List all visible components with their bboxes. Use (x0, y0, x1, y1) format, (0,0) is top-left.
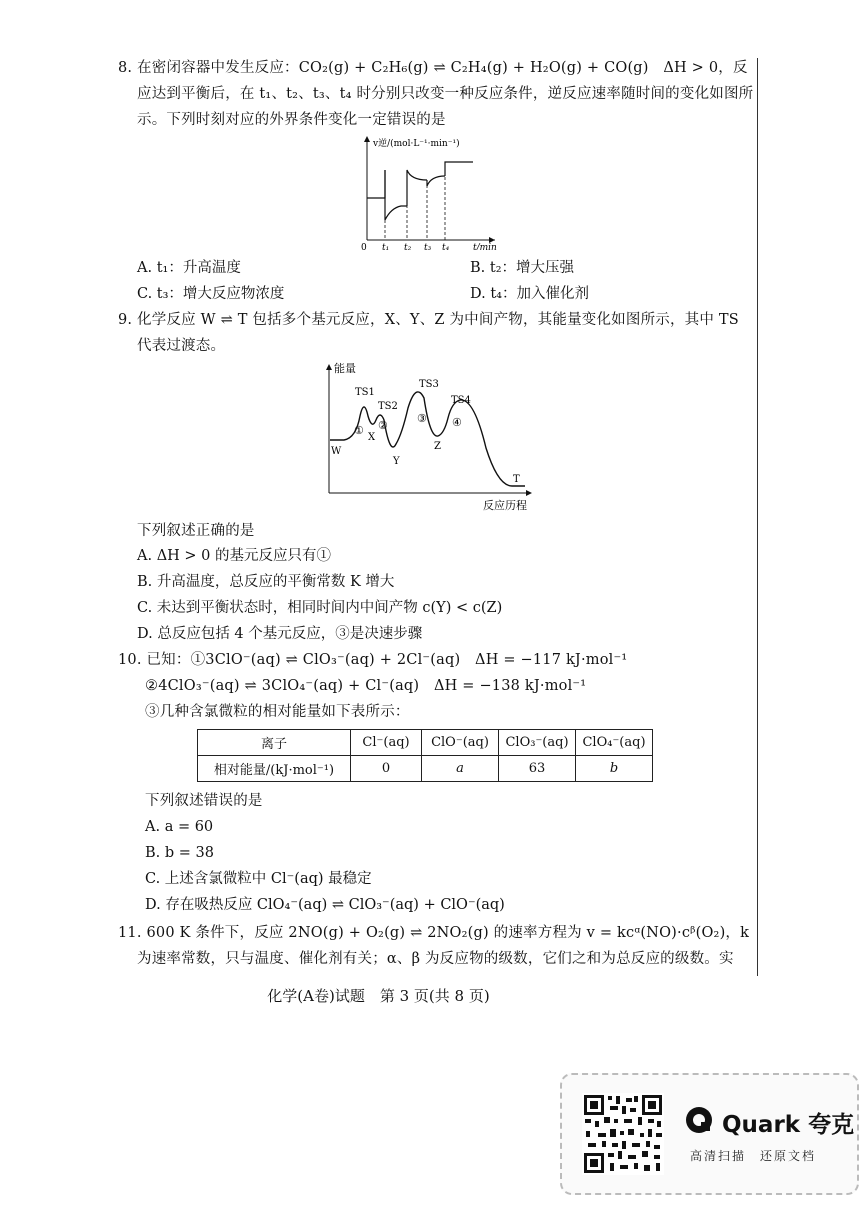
q8-origin: 0 (361, 243, 367, 250)
q9-xlabel: 反应历程 (483, 499, 527, 512)
page-footer: 化学(A卷)试题 第 3 页(共 8 页) (267, 987, 490, 1005)
q10-line1: 10. 已知：①3ClO⁻(aq) ⇌ ClO₃⁻(aq) + 2Cl⁻(aq) ΔH = −117 kJ·mol⁻¹ (118, 652, 628, 668)
q9-label-ts1: TS1 (355, 387, 375, 398)
q8-curve-seg2 (385, 170, 407, 220)
q8-option-b: B. t₂：增大压强 (470, 260, 575, 276)
q10-option-c: C. 上述含氯微粒中 Cl⁻(aq) 最稳定 (145, 871, 372, 887)
q9-line1: 9. 化学反应 W ⇌ T 包括多个基元反应，X、Y、Z 为中间产物，其能量变化如图所示，其中 TS (118, 312, 739, 328)
q10-energy-table (197, 729, 653, 782)
table-row (198, 730, 653, 756)
q9-label-step4: ④ (452, 416, 462, 429)
q11-line1: 11. 600 K 条件下，反应 2NO(g) + O₂(g) ⇌ 2NO₂(g) 的速率方程为 v = kcᵅ(NO)·cᵝ(O₂)，k (118, 925, 750, 941)
q8-tick-t4: t₄ (442, 243, 450, 250)
q9-option-d: D. 总反应包括 4 个基元反应，③是决速步骤 (137, 626, 423, 642)
q8-rate-chart (355, 130, 505, 250)
q8-curve-seg1 (367, 170, 385, 198)
q10-line3: ③几种含氯微粒的相对能量如下表所示： (145, 704, 410, 720)
quark-logo-icon (684, 1105, 714, 1135)
q9-label-y: Y (393, 456, 400, 467)
q10-option-a: A. a = 60 (145, 819, 214, 835)
q9-option-b: B. 升高温度，总反应的平衡常数 K 增大 (137, 574, 395, 590)
table-row (198, 756, 653, 782)
quark-tagline: 高清扫描 还原文档 (690, 1149, 817, 1163)
table-cell: 0 (351, 756, 422, 782)
q8-line1: 8. 在密闭容器中发生反应：CO₂(g) + C₂H₆(g) ⇌ C₂H₄(g) + H₂O(g) + CO(g) ΔH > 0，反 (118, 60, 748, 76)
q9-ylabel: 能量 (334, 362, 356, 375)
q10-stem: 下列叙述错误的是 (145, 793, 263, 809)
table-header-cell: ClO₃⁻(aq) (499, 730, 576, 756)
q9-label-z: Z (434, 441, 441, 452)
q8-curve-seg3 (407, 170, 427, 206)
q8-ylabel: v逆/(mol·L⁻¹·min⁻¹) (373, 139, 460, 149)
q9-label-ts4: TS4 (451, 395, 471, 406)
q9-option-a: A. ΔH > 0 的基元反应只有① (137, 548, 332, 564)
q9-label-step3: ③ (417, 412, 427, 425)
table-header-cell: ClO₄⁻(aq) (576, 730, 653, 756)
q9-label-w: W (331, 446, 342, 457)
q8-tick-t1: t₁ (382, 243, 390, 250)
q9-stem: 下列叙述正确的是 (137, 523, 255, 539)
q9-label-x: X (368, 432, 376, 443)
q9-label-t: T (513, 474, 520, 485)
q8-tick-t3: t₃ (424, 243, 432, 250)
q8-option-c: C. t₃：增大反应物浓度 (137, 286, 285, 302)
table-cell: b (576, 756, 653, 782)
qr-code-icon (582, 1093, 664, 1175)
q8-option-d: D. t₄：加入催化剂 (470, 286, 589, 302)
q10-option-d: D. 存在吸热反应 ClO₄⁻(aq) ⇌ ClO₃⁻(aq) + ClO⁻(aq) (145, 897, 505, 913)
quark-watermark[interactable] (560, 1073, 859, 1195)
table-cell: 相对能量/(kJ·mol⁻¹) (198, 756, 351, 782)
q8-curve-seg4 (427, 176, 445, 186)
margin-rule (757, 58, 758, 976)
q8-xlabel: t/min (473, 243, 497, 250)
q9-label-step1: ① (354, 424, 364, 437)
q9-label-step2: ② (378, 419, 388, 432)
table-cell: a (422, 756, 499, 782)
quark-brand: Quark 夸克 (722, 1112, 855, 1138)
q10-option-b: B. b = 38 (145, 845, 214, 861)
table-cell: 63 (499, 756, 576, 782)
table-header-cell: Cl⁻(aq) (351, 730, 422, 756)
table-header-cell: 离子 (198, 730, 351, 756)
table-header-cell: ClO⁻(aq) (422, 730, 499, 756)
q9-energy-diagram (320, 358, 540, 516)
q9-line2: 代表过渡态。 (137, 338, 226, 354)
q9-option-c: C. 未达到平衡状态时，相同时间内中间产物 c(Y) < c(Z) (137, 600, 503, 616)
q8-option-a: A. t₁：升高温度 (137, 260, 241, 276)
q9-energy-curve (330, 392, 525, 486)
q10-line2: ②4ClO₃⁻(aq) ⇌ 3ClO₄⁻(aq) + Cl⁻(aq) ΔH = −138 kJ·mol⁻¹ (145, 678, 587, 694)
q8-tick-t2: t₂ (404, 243, 412, 250)
q8-curve-seg5 (445, 162, 473, 176)
q9-label-ts2: TS2 (378, 401, 398, 412)
q8-line2: 应达到平衡后，在 t₁、t₂、t₃、t₄ 时分别只改变一种反应条件，逆反应速率随时间的变化如图所 (137, 86, 754, 102)
q9-label-ts3: TS3 (419, 379, 439, 390)
q8-line3: 示。下列时刻对应的外界条件变化一定错误的是 (137, 112, 446, 128)
q11-line2: 为速率常数，只与温度、催化剂有关；α、β 为反应物的级数，它们之和为总反应的级数。实 (137, 951, 734, 967)
